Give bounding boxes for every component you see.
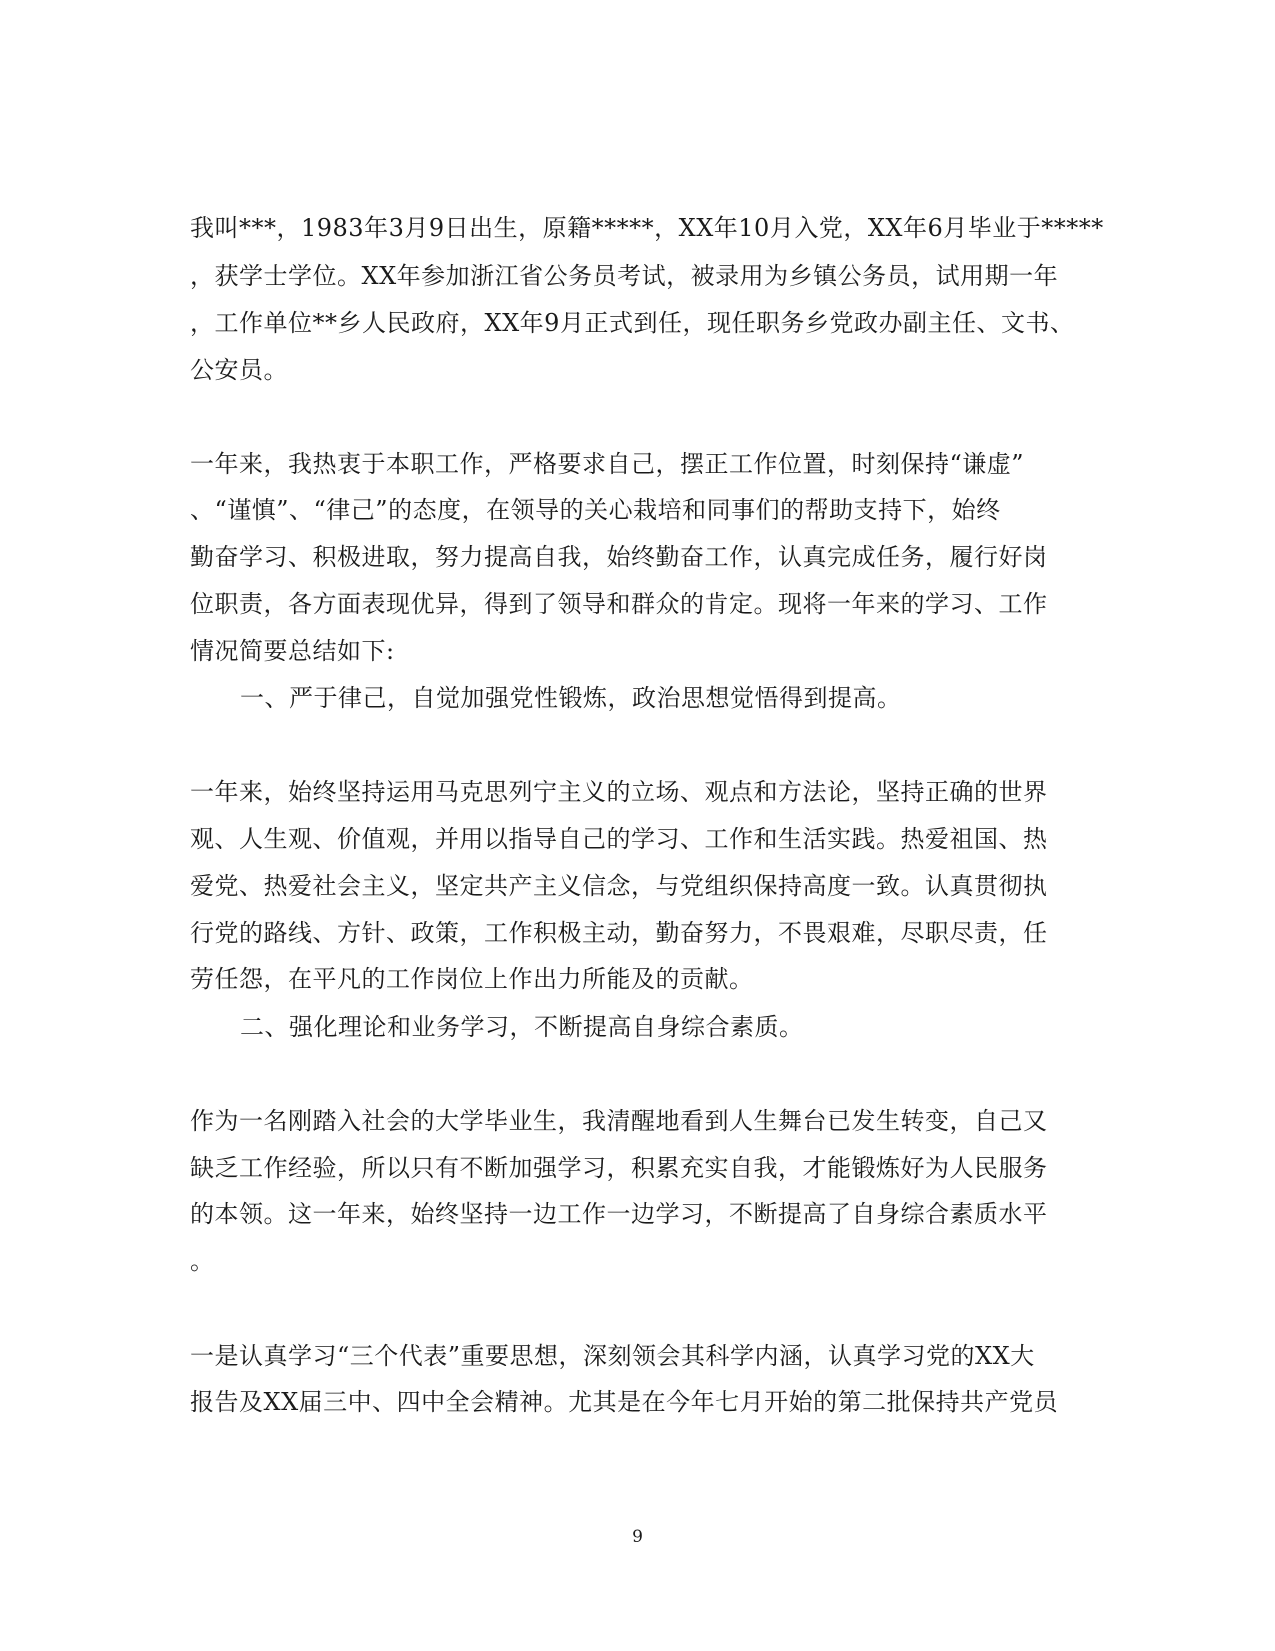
paragraph-line: 情况简要总结如下: (190, 637, 395, 665)
paragraph-line: 勤奋学习、积极进取，努力提高自我，始终勤奋工作，认真完成任务，履行好岗 (190, 543, 1048, 571)
section-heading: 一、严于律己，自觉加强党性锻炼，政治思想觉悟得到提高。 (240, 684, 902, 712)
paragraph-line: 行党的路线、方针、政策，工作积极主动，勤奋努力，不畏艰难，尽职尽责，任 (190, 919, 1048, 947)
paragraph-line: 爱党、热爱社会主义，坚定共产主义信念，与党组织保持高度一致。认真贯彻执 (190, 872, 1048, 900)
paragraph-line: ，获学士学位。XX年参加浙江省公务员考试，被录用为乡镇公务员，试用期一年 (190, 262, 1059, 290)
page-number: 9 (632, 1527, 643, 1547)
paragraph-line: 一是认真学习“三个代表”重要思想，深刻领会其科学内涵，认真学习党的XX大 (190, 1342, 1035, 1370)
paragraph-line: 、“谨慎”、“律己”的态度，在领导的关心栽培和同事们的帮助支持下，始终 (190, 496, 1001, 524)
section-heading: 二、强化理论和业务学习，不断提高自身综合素质。 (240, 1013, 804, 1041)
paragraph-line: 的本领。这一年来，始终坚持一边工作一边学习，不断提高了自身综合素质水平 (190, 1200, 1048, 1228)
paragraph-line: 公安员。 (190, 356, 288, 384)
paragraph-line: 我叫***，1983年3月9日出生，原籍*****，XX年10月入党，XX年6月毕业于***** (190, 214, 1104, 242)
paragraph-line: 。 (190, 1247, 215, 1275)
paragraph-line: 位职责，各方面表现优异，得到了领导和群众的肯定。现将一年来的学习、工作 (190, 590, 1048, 618)
paragraph-line: 观、人生观、价值观，并用以指导自己的学习、工作和生活实践。热爱祖国、热 (190, 825, 1048, 853)
paragraph-line: ，工作单位**乡人民政府，XX年9月正式到任，现任职务乡党政办副主任、文书、 (190, 309, 1075, 337)
paragraph-line: 缺乏工作经验，所以只有不断加强学习，积累充实自我，才能锻炼好为人民服务 (190, 1154, 1048, 1182)
paragraph-line: 报告及XX届三中、四中全会精神。尤其是在今年七月开始的第二批保持共产党员 (190, 1388, 1059, 1416)
paragraph-line: 劳任怨，在平凡的工作岗位上作出力所能及的贡献。 (190, 965, 754, 993)
paragraph-line: 一年来，始终坚持运用马克思列宁主义的立场、观点和方法论，坚持正确的世界 (190, 778, 1048, 806)
paragraph-line: 一年来，我热衷于本职工作，严格要求自己，摆正工作位置，时刻保持“谦虚” (190, 450, 1025, 478)
paragraph-line: 作为一名刚踏入社会的大学毕业生，我清醒地看到人生舞台已发生转变，自己又 (190, 1107, 1048, 1135)
